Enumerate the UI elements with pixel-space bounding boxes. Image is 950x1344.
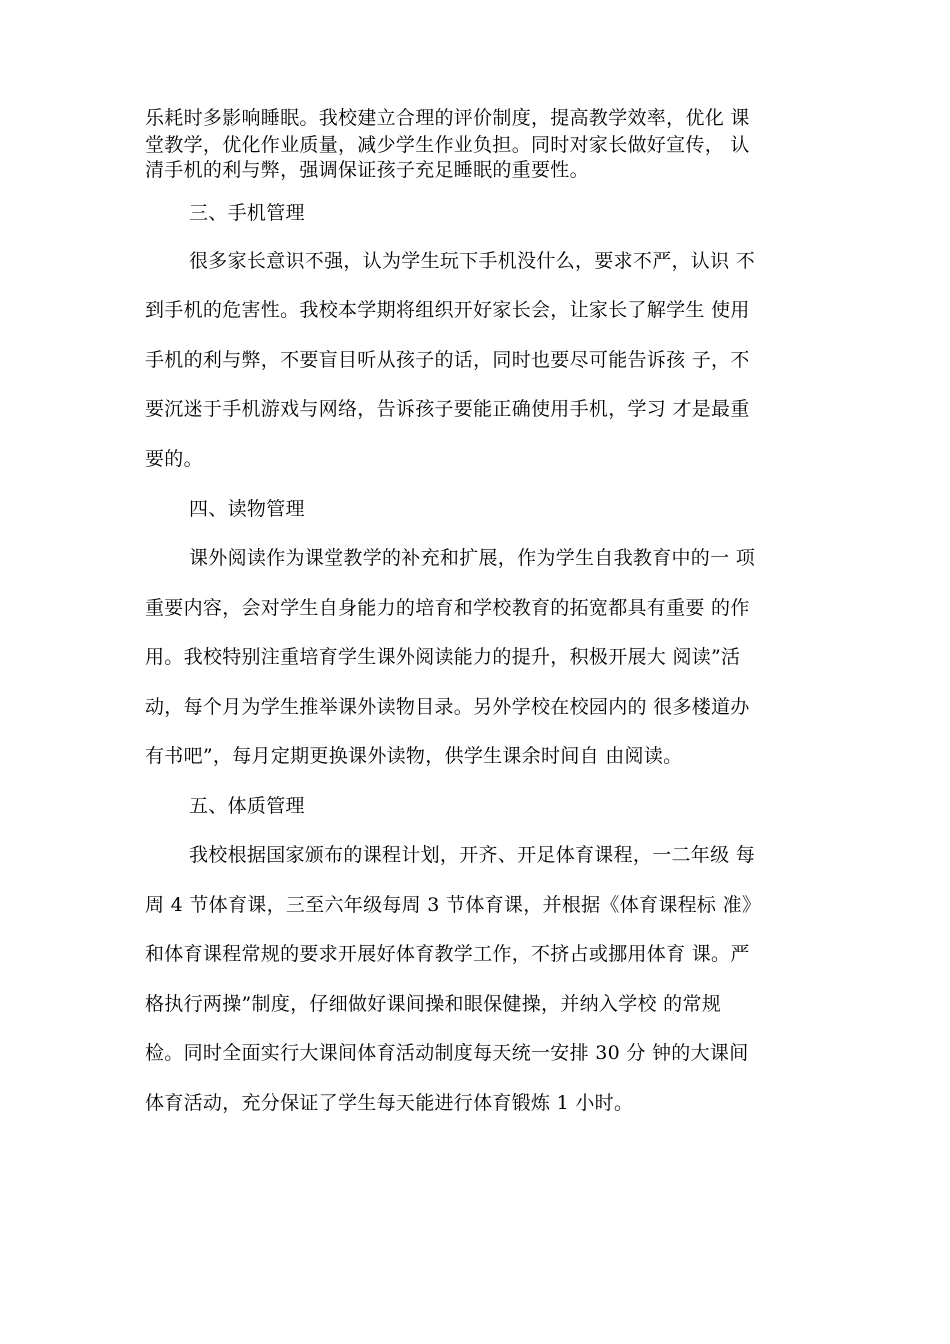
section3-line-5: 要的。: [145, 448, 203, 470]
section5-line-2: 周 4 节体育课，三至六年级每周 3 节体育课，并根据《体育课程标 准》: [145, 894, 762, 916]
section5-line-1: 我校根据国家颁布的课程计划，开齐、开足体育课程，一二年级 每: [189, 844, 756, 866]
section-heading-phone: 三、手机管理: [189, 202, 305, 224]
section5-line-6: 体育活动，充分保证了学生每天能进行体育锻炼 1 小时。: [145, 1092, 634, 1114]
intro-line-1: 乐耗时多影响睡眠。我校建立合理的评价制度，提高教学效率，优化 课: [145, 107, 750, 129]
section4-line-1: 课外阅读作为课堂教学的补充和扩展，作为学生自我教育中的一 项: [189, 547, 756, 569]
section4-line-3: 用。我校特别注重培育学生课外阅读能力的提升，积极开展大 阅读”活: [145, 646, 741, 668]
section5-line-4: 格执行两操”制度，仔细做好课间操和眼保健操，并纳入学校 的常规: [145, 993, 722, 1015]
section-heading-fitness: 五、体质管理: [189, 795, 305, 817]
section5-line-5: 检。同时全面实行大课间体育活动制度每天统一安排 30 分 钟的大课间: [145, 1042, 749, 1064]
section5-line-3: 和体育课程常规的要求开展好体育教学工作，不挤占或挪用体育 课。严: [145, 943, 750, 965]
section3-line-3: 手机的利与弊，不要盲目听从孩子的话，同时也要尽可能告诉孩 子，不: [145, 349, 750, 371]
section4-line-2: 重要内容，会对学生自身能力的培育和学校教育的拓宽都具有重要 的作: [145, 597, 750, 619]
section3-line-2: 到手机的危害性。我校本学期将组织开好家长会，让家长了解学生 使用: [145, 299, 750, 321]
section4-line-4: 动，每个月为学生推举课外读物目录。另外学校在校园内的 很多楼道办: [145, 696, 750, 718]
section-heading-reading: 四、读物管理: [189, 498, 305, 520]
section4-line-5: 有书吧”，每月定期更换课外读物，供学生课余时间自 由阅读。: [145, 745, 683, 767]
intro-line-3: 清手机的利与弊，强调保证孩子充足睡眠的重要性。: [145, 159, 589, 181]
section3-line-1: 很多家长意识不强，认为学生玩下手机没什么，要求不严，认识 不: [189, 250, 756, 272]
intro-line-2: 堂教学，优化作业质量，减少学生作业负担。同时对家长做好宣传， 认: [145, 134, 750, 156]
section3-line-4: 要沉迷于手机游戏与网络，告诉孩子要能正确使用手机，学习 才是最重: [145, 398, 750, 420]
